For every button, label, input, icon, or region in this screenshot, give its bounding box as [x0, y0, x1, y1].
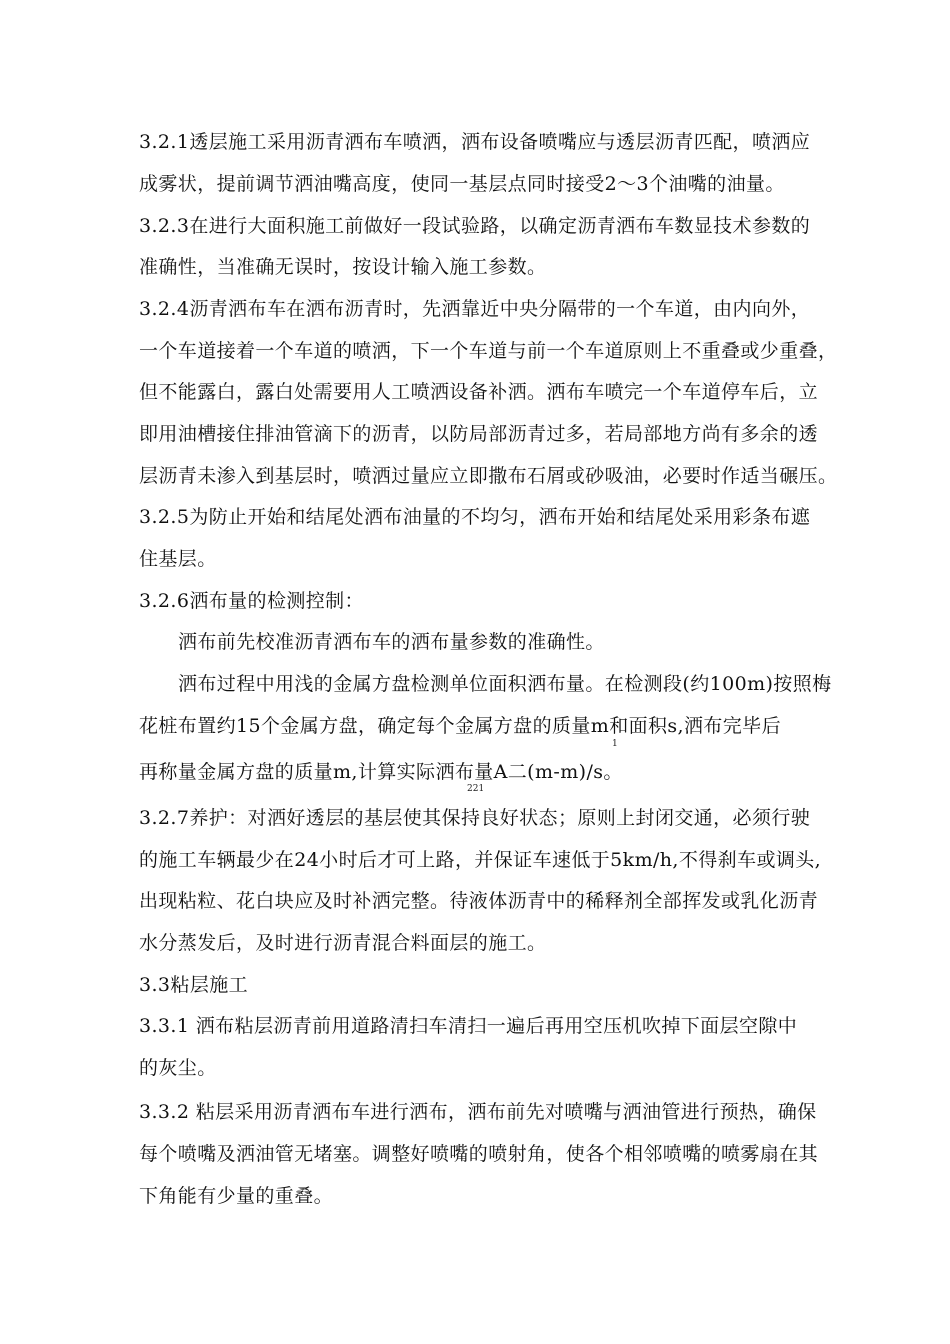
paragraph-line: 洒布前先校准沥青洒布车的洒布量参数的准确性。	[178, 631, 605, 653]
paragraph-line: 一个车道接着一个车道的喷洒，下一个车道与前一个车道原则上不重叠或少重叠，	[139, 340, 838, 362]
paragraph-line: 即用油槽接住排油管滴下的沥青，以防局部沥青过多，若局部地方尚有多余的透	[139, 423, 819, 445]
paragraph-line: 3.2.3在进行大面积施工前做好一段试验路，以确定沥青洒布车数显技术参数的	[139, 215, 811, 237]
paragraph-line: 3.2.4沥青洒布车在洒布沥青时，先洒靠近中央分隔带的一个车道，由内向外，	[139, 298, 811, 320]
paragraph-line: 住基层。	[139, 548, 217, 570]
paragraph-line: 花桩布置约15个金属方盘，确定每个金属方盘的质量m和面积s,洒布完毕后	[139, 715, 781, 737]
subscript-mark: 221	[467, 784, 485, 794]
paragraph-line: 3.3.1 洒布粘层沥青前用道路清扫车清扫一遍后再用空压机吹掉下面层空隙中	[139, 1015, 798, 1037]
paragraph-line: 下角能有少量的重叠。	[139, 1185, 334, 1207]
paragraph-line: 层沥青未渗入到基层时，喷洒过量应立即撒布石屑或砂吸油，必要时作适当碾压。	[139, 465, 838, 487]
paragraph-line: 水分蒸发后，及时进行沥青混合料面层的施工。	[139, 932, 547, 954]
paragraph-line: 成雾状，提前调节洒油嘴高度，使同一基层点同时接受2〜3个油嘴的油量。	[139, 173, 785, 195]
paragraph-line: 的灰尘。	[139, 1057, 217, 1079]
paragraph-line: 但不能露白，露白处需要用人工喷洒设备补洒。洒布车喷完一个车道停车后，立	[139, 381, 819, 403]
paragraph-line: 的施工车辆最少在24小时后才可上路，并保证车速低于5km/h,不得刹车或调头,	[139, 849, 822, 871]
paragraph-line: 3.2.6洒布量的检测控制：	[139, 590, 364, 612]
paragraph-line: 出现粘粒、花白块应及时补洒完整。待液体沥青中的稀释剂全部挥发或乳化沥青	[139, 890, 819, 912]
paragraph-line: 洒布过程中用浅的金属方盘检测单位面积洒布量。在检测段(约100m)按照梅	[178, 673, 832, 695]
paragraph-line: 再称量金属方盘的质量m,计算实际洒布量A二(m-m)/s。	[139, 761, 623, 783]
paragraph-line: 3.2.1透层施工采用沥青洒布车喷洒，洒布设备喷嘴应与透层沥青匹配，喷洒应	[139, 131, 811, 153]
section-heading: 3.3粘层施工	[139, 974, 249, 996]
paragraph-line: 每个喷嘴及洒油管无堵塞。调整好喷嘴的喷射角，使各个相邻喷嘴的喷雾扇在其	[139, 1143, 819, 1165]
paragraph-line: 3.2.7养护：对洒好透层的基层使其保持良好状态；原则上封闭交通，必须行驶	[139, 807, 811, 829]
paragraph-line: 准确性，当准确无误时，按设计输入施工参数。	[139, 256, 547, 278]
paragraph-line: 3.2.5为防止开始和结尾处洒布油量的不均匀，洒布开始和结尾处采用彩条布遮	[139, 506, 811, 528]
subscript-mark: 1	[612, 739, 618, 749]
paragraph-line: 3.3.2 粘层采用沥青洒布车进行洒布，洒布前先对喷嘴与洒油管进行预热，确保	[139, 1101, 817, 1123]
